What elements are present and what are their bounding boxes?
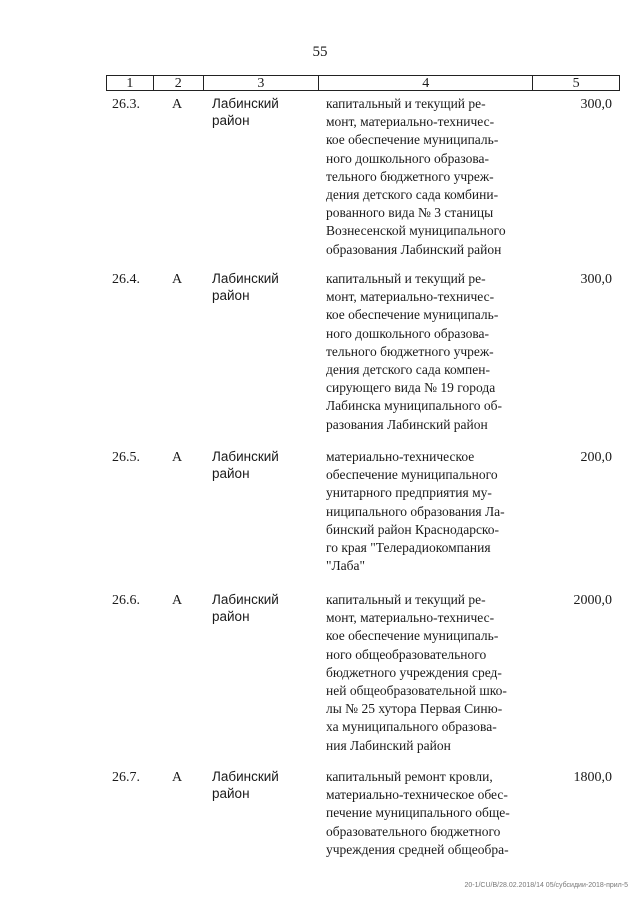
row-description: капитальный ремонт кровли, материально-техническое обес- печение муниципального обще- образовательного бюджетного учреждения средней общеобра- [326,769,510,857]
row-amount: 1800,0 [573,770,612,785]
row-district: Лабинский район [212,96,279,128]
row-category: А [172,272,183,287]
row-number: 26.3. [112,97,140,112]
header-cell-4: 4 [319,76,533,90]
row-description: материально-техническое обеспечение муниципального унитарного предприятия му- ниципального образования Ла- бинский район Краснодарско- го края "Телерадиокомпания "Лаба" [326,449,505,574]
row-number: 26.6. [112,593,140,608]
row-amount: 2000,0 [573,593,612,608]
row-number: 26.4. [112,272,140,287]
header-cell-5: 5 [572,76,580,91]
row-district: Лабинский район [212,271,279,303]
row-description: капитальный и текущий ре- монт, материально-техничес- кое обеспечение муниципаль- ного дошкольного образова- тельного бюджетного учреж- дения детского сада компен- сирующего вида № 19 города Лабинска муниципального об- разования Лабинский район [326,271,503,432]
row-district: Лабинский район [212,592,279,624]
row-category: А [172,450,183,465]
header-cell-3: 3 [204,76,320,90]
row-amount: 300,0 [580,97,612,112]
row-category: А [172,97,183,112]
row-category: А [172,593,183,608]
page-number: 55 [312,44,328,60]
row-number: 26.7. [112,770,140,785]
header-cell-2: 2 [154,76,204,90]
row-number: 26.5. [112,450,140,465]
row-district: Лабинский район [212,769,279,801]
header-cell-1: 1 [107,76,154,90]
table-header [106,75,620,91]
row-amount: 200,0 [580,450,612,465]
row-description: капитальный и текущий ре- монт, материально-техничес- кое обеспечение муниципаль- ного общеобразовательного бюджетного учреждения сред- ней общеобразовательной шко- лы № 25 хутора Первая Синю- ха муниципального образова- ния Лабинский район [326,592,507,753]
row-description: капитальный и текущий ре- монт, материально-техничес- кое обеспечение муниципаль- ного дошкольного образова- тельного бюджетного учреж- дения детского сада комбини- рованного вида № 3 станицы Вознесенской муниципального образования Лабинский район [326,96,506,257]
row-category: А [172,770,183,785]
document-footer-code: 20-1/CU/B/28.02.2018/14 05/субсидии-2018-прил-5 [464,882,628,889]
row-amount: 300,0 [580,272,612,287]
row-district: Лабинский район [212,449,279,481]
